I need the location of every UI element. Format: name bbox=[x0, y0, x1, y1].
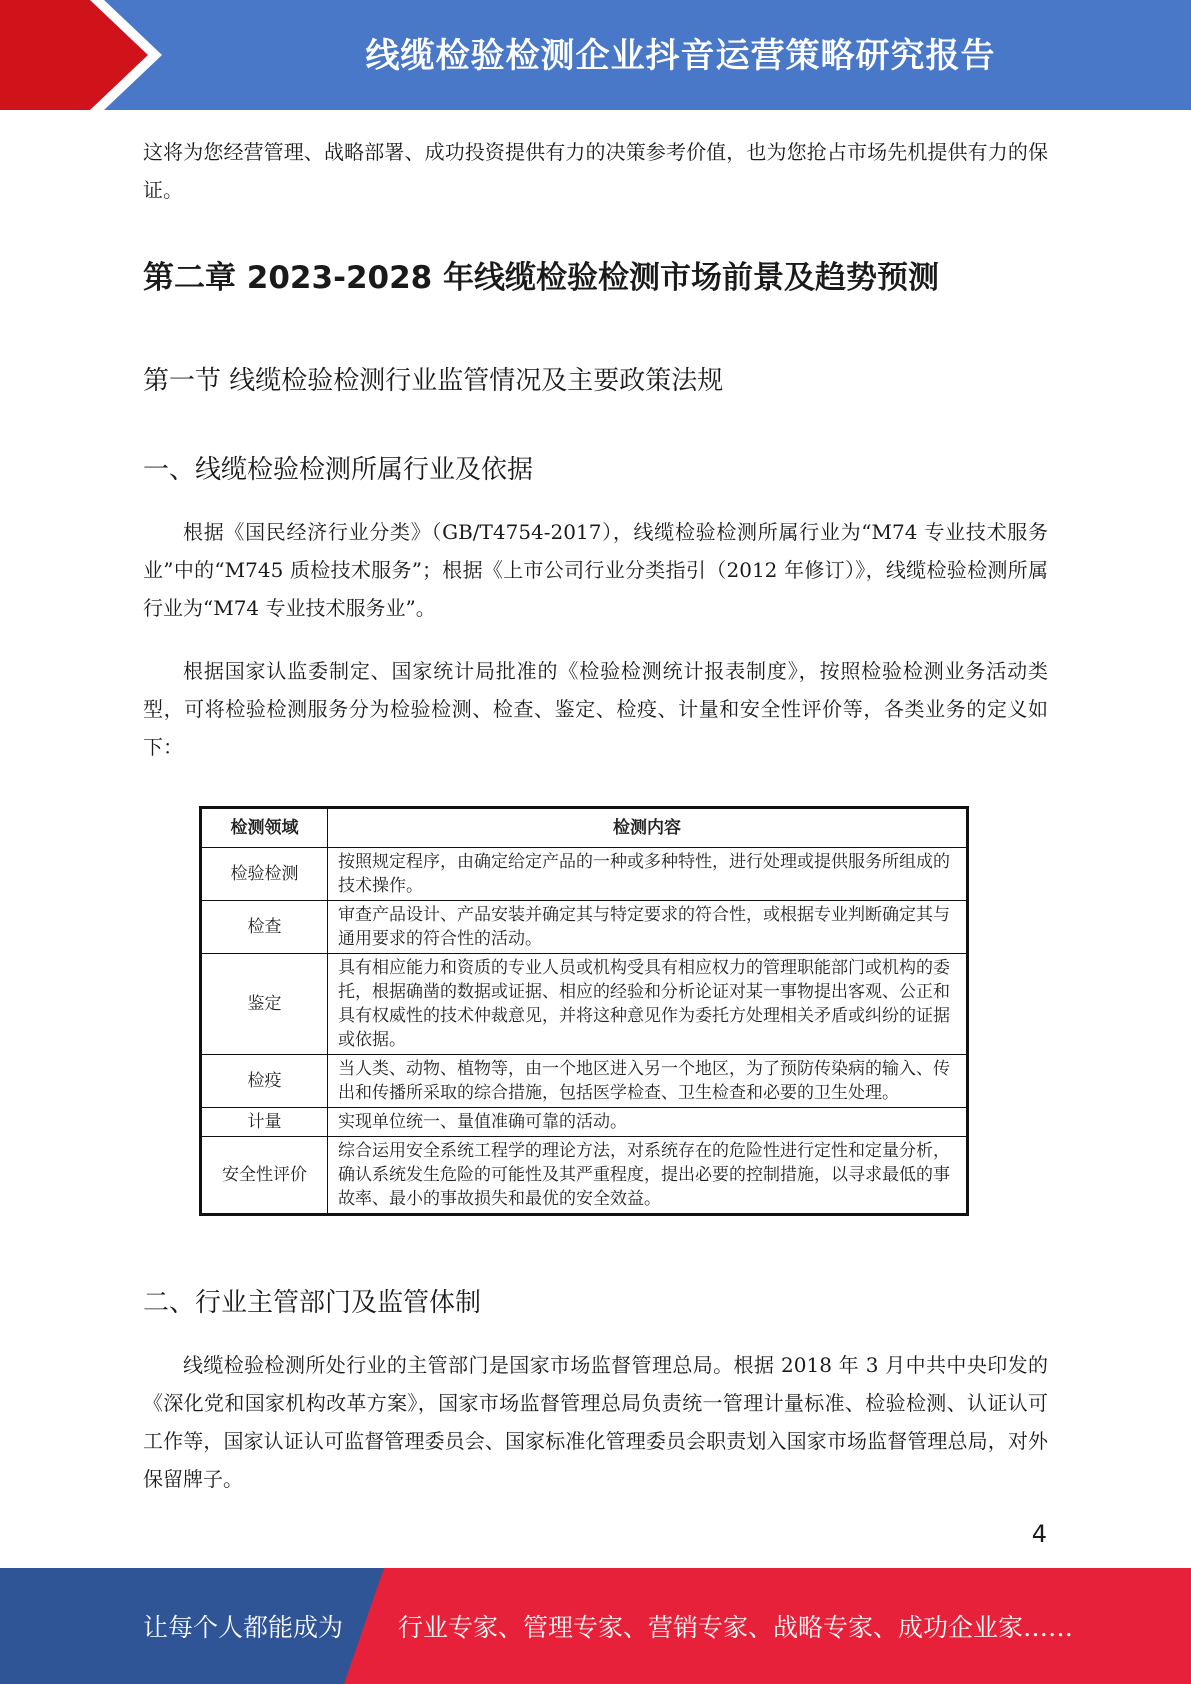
table-header-row bbox=[201, 808, 968, 848]
table-header-field: 检测领域 bbox=[201, 808, 328, 848]
table-row bbox=[201, 1055, 968, 1108]
table-cell-content: 实现单位统一、量值准确可靠的活动。 bbox=[328, 1108, 968, 1137]
intro-block bbox=[143, 133, 1048, 209]
page-footer bbox=[0, 1568, 1191, 1684]
table-row bbox=[201, 901, 968, 954]
table-row bbox=[201, 1108, 968, 1137]
table-row bbox=[201, 954, 968, 1055]
subsection-1-paragraph-1-block bbox=[143, 513, 1048, 627]
table-cell-content: 按照规定程序，由确定给定产品的一种或多种特性，进行处理或提供服务所组成的技术操作。 bbox=[328, 848, 968, 901]
table-cell-content: 审查产品设计、产品安装并确定其与特定要求的符合性，或根据专业判断确定其与通用要求的符合性的活动。 bbox=[328, 901, 968, 954]
table-cell-content: 综合运用安全系统工程学的理论方法，对系统存在的危险性进行定性和定量分析，确认系统发生危险的可能性及其严重程度，提出必要的控制措施，以寻求最低的事故率、最小的事故损失和最优的安全效益。 bbox=[328, 1137, 968, 1215]
table-cell-content: 当人类、动物、植物等，由一个地区进入另一个地区，为了预防传染病的输入、传出和传播所采取的综合措施，包括医学检查、卫生检查和必要的卫生处理。 bbox=[328, 1055, 968, 1108]
intro-paragraph: 这将为您经营管理、战略部署、成功投资提供有力的决策参考价值，也为您抢占市场先机提供有力的保证。 bbox=[143, 140, 1048, 202]
chapter-title: 第二章 2023-2028 年线缆检验检测市场前景及趋势预测 bbox=[143, 260, 940, 296]
footer-slogan-left: 让每个人都能成为 bbox=[143, 1613, 344, 1642]
table-cell-field: 安全性评价 bbox=[201, 1137, 328, 1215]
subsection-1-paragraph-2-block bbox=[143, 652, 1048, 766]
subsection-title-2: 二、行业主管部门及监管体制 bbox=[143, 1288, 482, 1318]
subsection-1-paragraph-2: 根据国家认监委制定、国家统计局批准的《检验检测统计报表制度》，按照检验检测业务活动类型，可将检验检测服务分为检验检测、检查、鉴定、检疫、计量和安全性评价等，各类业务的定义如下： bbox=[143, 659, 1048, 759]
subsection-1-paragraph-1: 根据《国民经济行业分类》（GB/T4754-2017），线缆检验检测所属行业为“M74 专业技术服务业”中的“M745 质检技术服务”；根据《上市公司行业分类指引（2012 年修订）》，线缆检验检测所属行业为“M74 专业技术服务业”。 bbox=[143, 520, 1048, 620]
subsection-2-paragraph: 线缆检验检测所处行业的主管部门是国家市场监督管理总局。根据 2018 年 3 月中共中央印发的《深化党和国家机构改革方案》，国家市场监督管理总局负责统一管理计量标准、检验检测、认证认可工作等，国家认证认可监督管理委员会、国家标准化管理委员会职责划入国家市场监督管理总局，对外保留牌子。 bbox=[143, 1353, 1048, 1491]
page-header bbox=[0, 0, 1191, 110]
table-cell-field: 鉴定 bbox=[201, 954, 328, 1055]
section-title: 第一节 线缆检验检测行业监管情况及主要政策法规 bbox=[143, 366, 724, 396]
report-title: 线缆检验检测企业抖音运营策略研究报告 bbox=[365, 36, 996, 76]
page-number: 4 bbox=[1031, 1520, 1047, 1548]
subsection-title-1: 一、线缆检验检测所属行业及依据 bbox=[143, 455, 534, 485]
inspection-definition-table bbox=[199, 806, 969, 1216]
table-header-content: 检测内容 bbox=[328, 808, 968, 848]
table-cell-field: 检疫 bbox=[201, 1055, 328, 1108]
footer-slogan-right: 行业专家、管理专家、营销专家、战略专家、成功企业家…… bbox=[398, 1613, 1074, 1642]
table-row bbox=[201, 848, 968, 901]
subsection-2-paragraph-block bbox=[143, 1346, 1048, 1498]
table-cell-field: 检验检测 bbox=[201, 848, 328, 901]
table-cell-field: 计量 bbox=[201, 1108, 328, 1137]
table-cell-content: 具有相应能力和资质的专业人员或机构受具有相应权力的管理职能部门或机构的委托，根据确凿的数据或证据、相应的经验和分析论证对某一事物提出客观、公正和具有权威性的技术仲裁意见，并将这种意见作为委托方处理相关矛盾或纠纷的证据或依据。 bbox=[328, 954, 968, 1055]
table-row bbox=[201, 1137, 968, 1215]
table-cell-field: 检查 bbox=[201, 901, 328, 954]
